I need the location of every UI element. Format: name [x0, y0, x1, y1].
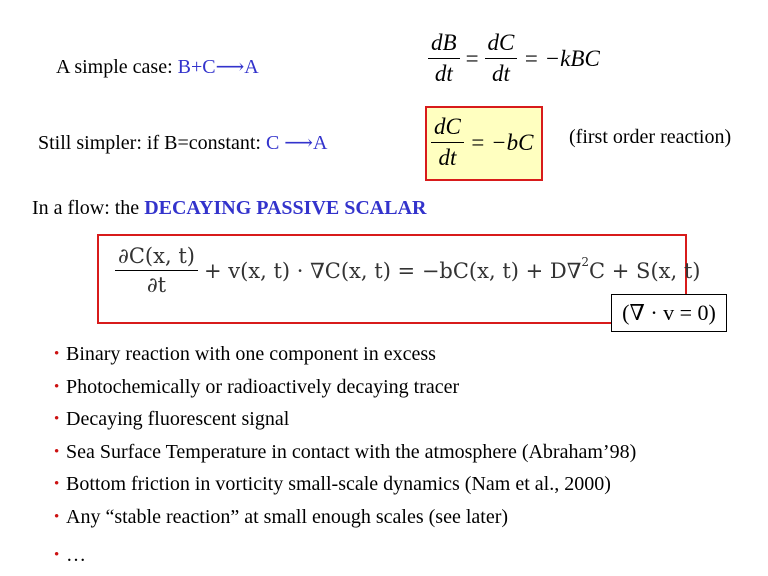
fraction-db-dt: $\frac{dB}{dt}$: [428, 30, 460, 87]
flow-line: [32, 196, 426, 220]
laplacian-power: 2: [581, 254, 590, 269]
bullet-icon: •: [54, 476, 60, 492]
rate-equation-rhs: = −kBC: [523, 45, 600, 71]
simple-case-line: [56, 55, 259, 79]
list-item: • Binary reaction with one component in excess: [54, 339, 636, 372]
list-item: • …: [54, 540, 636, 573]
decaying-passive-scalar-title: DECAYING PASSIVE SCALAR: [144, 197, 427, 219]
simpler-case-reaction: C ⟶A: [265, 132, 328, 154]
first-order-rhs: = −bC: [469, 129, 534, 155]
simpler-case-line: [38, 131, 327, 155]
bullet-icon: •: [54, 508, 60, 525]
advection-reaction-equation-box: [97, 234, 701, 324]
advection-reaction-rhs: + v(x, t) · ∇C(x, t) = −bC(x, t) + D∇: [203, 258, 582, 283]
first-order-note: (first order reaction): [569, 126, 732, 148]
list-item: • Any “stable reaction” at small enough scales (see later): [54, 502, 636, 535]
flow-label: In a flow: the: [32, 197, 145, 219]
bullet-icon: •: [54, 378, 60, 395]
source-term: C + S(x, t): [589, 258, 701, 283]
bullet-icon: •: [54, 547, 60, 563]
first-order-equation-box: [425, 106, 543, 181]
incompressibility-condition: (∇ · v = 0): [611, 294, 727, 332]
list-item: • Bottom friction in vorticity small-scale dynamics (Nam et al., 2000): [54, 469, 636, 502]
list-item: • Decaying fluorescent signal: [54, 404, 636, 437]
list-item: • Photochemically or radioactively decaying tracer: [54, 372, 636, 405]
fraction-partial-c-partial-t: $\frac{\partial C(x, t)}{\partial t}$: [115, 244, 198, 297]
simple-case-reaction: B+C⟶A: [177, 56, 259, 78]
rate-equation-bc: $\frac{dB}{dt}$ = $\frac{dC}{dt}$ = −kBC: [428, 30, 600, 87]
applications-list: [54, 339, 636, 573]
bullet-icon: •: [54, 411, 60, 427]
bullet-icon: •: [54, 346, 60, 362]
simpler-case-label: Still simpler: if B=constant:: [38, 132, 266, 154]
fraction-dc-dt: $\frac{dC}{dt}$: [485, 30, 518, 87]
bullet-icon: •: [54, 443, 60, 460]
fraction-dc-dt-first-order: $\frac{dC}{dt}$: [431, 114, 464, 171]
simple-case-label: A simple case:: [56, 56, 178, 78]
list-item: • Sea Surface Temperature in contact with the atmosphere (Abraham’98): [54, 437, 636, 470]
